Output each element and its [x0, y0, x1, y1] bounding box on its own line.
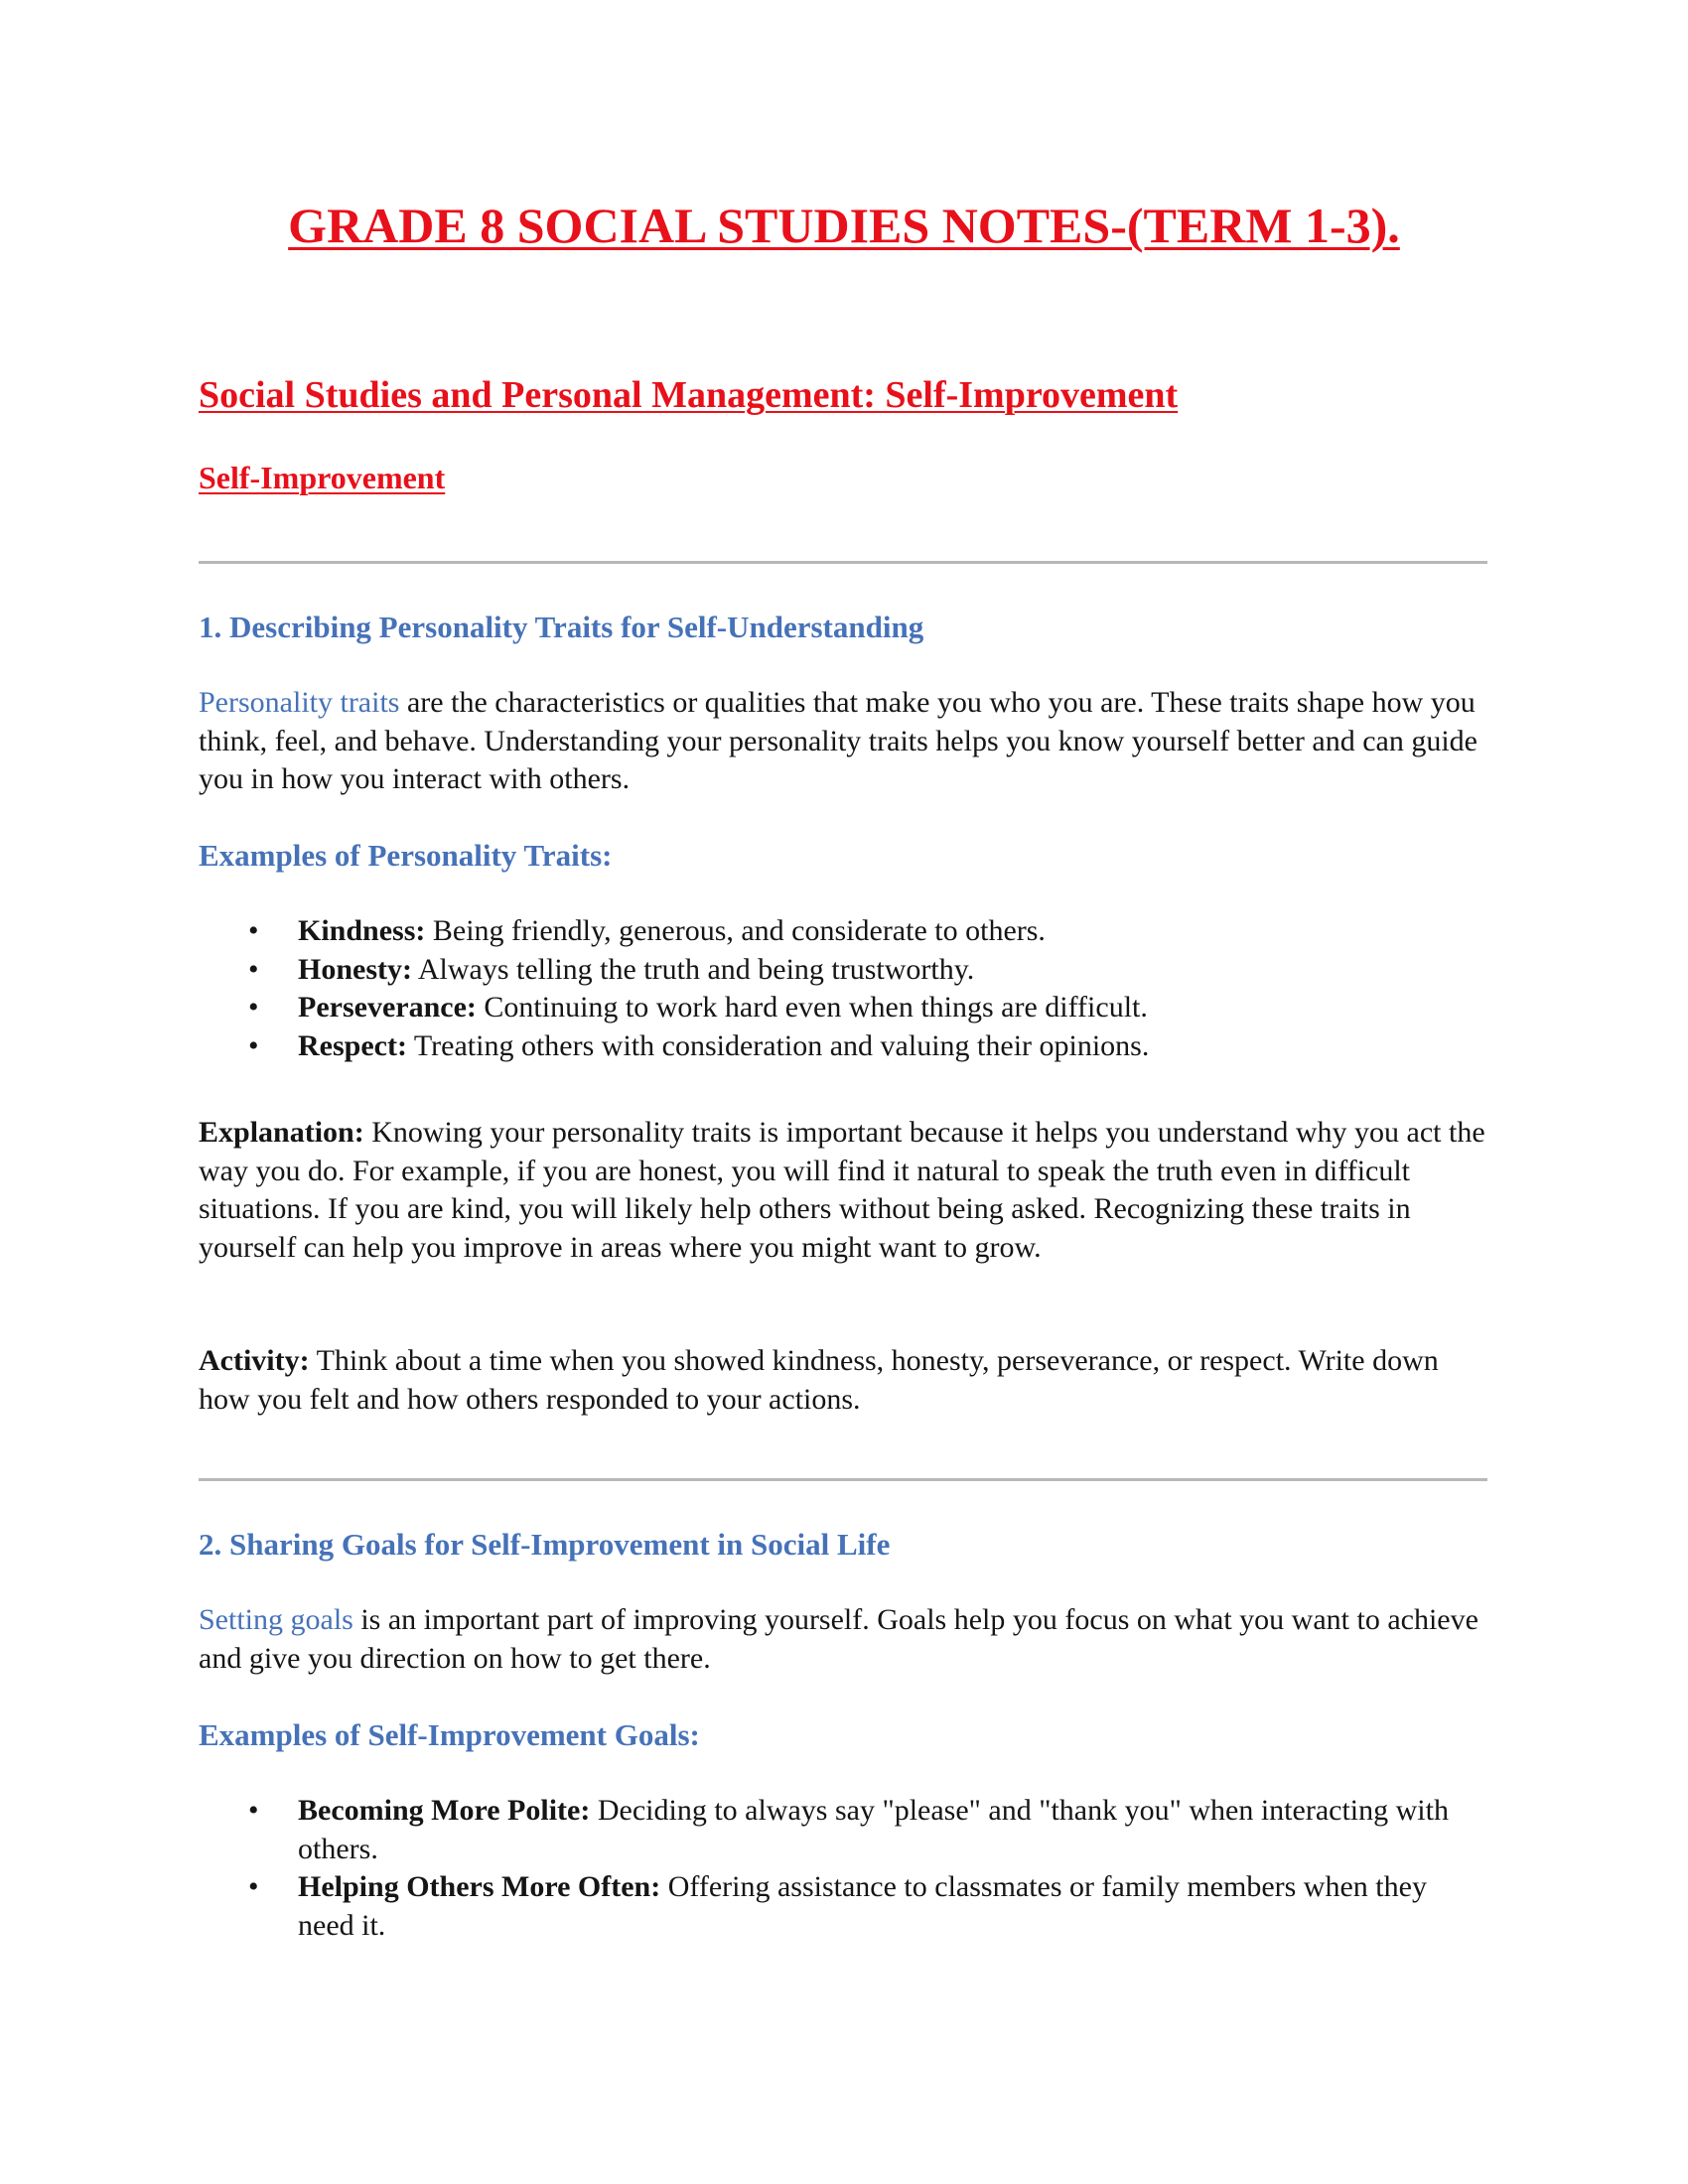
list-item-term: Kindness: [298, 914, 426, 947]
section2-examples-heading: Examples of Self-Improvement Goals: [199, 1717, 700, 1752]
list-item [199, 1868, 1489, 1945]
section1-explanation [199, 1114, 1489, 1267]
bullet: • [248, 1794, 259, 1827]
list-item-text: Being friendly, generous, and considerate to others. [425, 914, 1046, 947]
list-item-term: Honesty: [298, 952, 412, 986]
explanation-text: Knowing your personality traits is important because it helps you understand why you act the way you do. For example, if you are honest, you will find it natural to speak the truth even in difficult situations. If you are kind, you will likely help others without being asked. Recognizing these traits in yourself can help you improve in areas where you might want to grow. [199, 1116, 1485, 1264]
list-item-term: Respect: [298, 1028, 407, 1062]
list-item-text: Treating others with consideration and valuing their opinions. [406, 1028, 1150, 1062]
section2-intro [199, 1601, 1489, 1678]
section2-intro-term: Setting goals [199, 1603, 353, 1636]
list-item-term: Becoming More Polite: [298, 1794, 591, 1827]
section1-intro-text: are the characteristics or qualities that make you who you are. These traits shape how you think, feel, and behave. Understanding your personality traits helps you know yourself better and can guide you in how you interact with others. [199, 686, 1477, 795]
strand-title: Social Studies and Personal Management: Self-Improvement [199, 374, 1179, 416]
section-divider [199, 1478, 1487, 1481]
list-item-text: Always telling the truth and being trustworthy. [412, 952, 975, 986]
activity-label: Activity: [199, 1344, 310, 1377]
bullet: • [248, 1028, 259, 1062]
section1-examples-heading: Examples of Personality Traits: [199, 838, 613, 873]
list-item [199, 951, 1489, 990]
section1-heading: 1. Describing Personality Traits for Self-Understanding [199, 610, 924, 644]
substrand-title: Self-Improvement [199, 460, 446, 495]
list-item-text: Offering assistance to classmates or family members when they need it. [298, 1870, 1427, 1942]
section1-intro [199, 684, 1489, 799]
section1-intro-term: Personality traits [199, 686, 400, 719]
list-item [199, 1792, 1489, 1868]
activity-text: Think about a time when you showed kindness, honesty, perseverance, or respect. Write down how you felt and how others responded to your actions. [199, 1344, 1439, 1416]
list-item [199, 1027, 1489, 1066]
list-item-term: Helping Others More Often: [298, 1870, 661, 1903]
list-item-text: Continuing to work hard even when things are difficult. [476, 991, 1148, 1024]
section1-activity [199, 1342, 1489, 1419]
section2-examples-list [199, 1792, 1489, 1945]
list-item [199, 989, 1489, 1027]
section2-intro-text: is an important part of improving yourself. Goals help you focus on what you want to achieve and give you direction on how to get there. [199, 1603, 1478, 1675]
list-item-term: Perseverance: [298, 991, 477, 1024]
list-item [199, 912, 1489, 951]
section1-examples-list [199, 912, 1489, 1065]
bullet: • [248, 991, 259, 1024]
document-title: GRADE 8 SOCIAL STUDIES NOTES-(TERM 1-3). [288, 198, 1400, 253]
bullet: • [248, 914, 259, 947]
list-item-text: Deciding to always say "please" and "thank you" when interacting with others. [298, 1794, 1449, 1865]
section2-heading: 2. Sharing Goals for Self-Improvement in Social Life [199, 1527, 891, 1562]
bullet: • [248, 1870, 259, 1903]
explanation-label: Explanation: [199, 1116, 364, 1149]
bullet: • [248, 952, 259, 986]
section-divider [199, 561, 1487, 564]
